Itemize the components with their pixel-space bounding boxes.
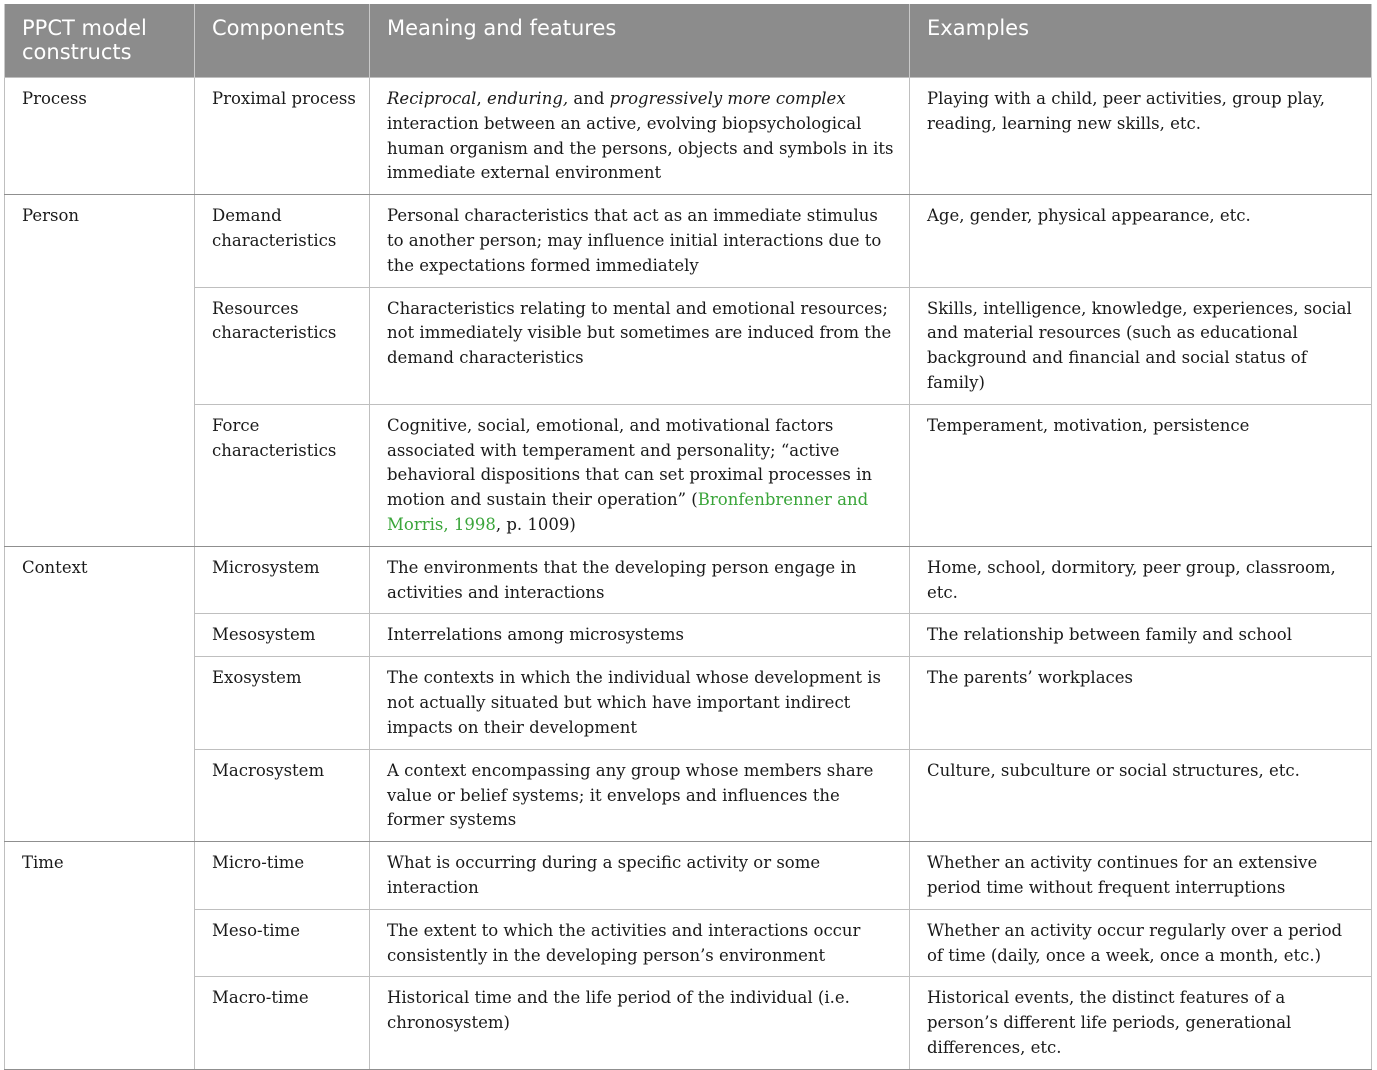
examples-cell: The parents’ workplaces bbox=[910, 657, 1372, 749]
citation-link[interactable]: Bronfenbrenner and Morris, 1998 bbox=[387, 490, 869, 534]
meaning-cell: Characteristics relating to mental and emotional resources; not immediately visible but sometimes are induced from the demand characteristics bbox=[370, 287, 910, 404]
examples-cell: Home, school, dormitory, peer group, classroom, etc. bbox=[910, 546, 1372, 614]
meaning-cell: The extent to which the activities and interactions occur consistently in the developing person’s environment bbox=[370, 909, 910, 977]
examples-cell: Historical events, the distinct features of a person’s different life periods, generational differences, etc. bbox=[910, 977, 1372, 1069]
examples-cell: Skills, intelligence, knowledge, experiences, social and material resources (such as educational background and financial and social status of family) bbox=[910, 287, 1372, 404]
meaning-cell: Interrelations among microsystems bbox=[370, 614, 910, 657]
meaning-cell: The environments that the developing person engage in activities and interactions bbox=[370, 546, 910, 614]
meaning-cell bbox=[370, 404, 910, 546]
construct-person: Person bbox=[5, 195, 195, 547]
meaning-cell: Historical time and the life period of the individual (i.e. chronosystem) bbox=[370, 977, 910, 1069]
examples-cell: Whether an activity continues for an extensive period time without frequent interruptions bbox=[910, 842, 1372, 910]
table-row bbox=[5, 78, 1372, 195]
header-constructs: PPCT model constructs bbox=[5, 4, 195, 78]
component-cell: Proximal process bbox=[195, 78, 370, 195]
meaning-emphasis: Reciprocal bbox=[387, 89, 477, 108]
meaning-text: interaction between an active, evolving biopsychological human organism and the persons, objects and symbols in its immediate external environment bbox=[387, 113, 894, 183]
meaning-cell bbox=[370, 78, 910, 195]
construct-context: Context bbox=[5, 546, 195, 841]
examples-cell: Age, gender, physical appearance, etc. bbox=[910, 195, 1372, 287]
table-row bbox=[5, 546, 1372, 614]
meaning-text: Cognitive, social, emotional, and motivational factors associated with temperament and personality; “active behavioral dispositions that can set proximal processes in motion and sustain their operation” ( bbox=[387, 415, 873, 510]
header-meaning: Meaning and features bbox=[370, 4, 910, 78]
component-cell: Force characteristics bbox=[195, 404, 370, 546]
table-row bbox=[5, 195, 1372, 287]
table-row bbox=[5, 614, 1372, 657]
examples-cell: Culture, subculture or social structures, etc. bbox=[910, 749, 1372, 841]
examples-cell: The relationship between family and school bbox=[910, 614, 1372, 657]
table-row bbox=[5, 749, 1372, 841]
examples-cell: Temperament, motivation, persistence bbox=[910, 404, 1372, 546]
table-row bbox=[5, 404, 1372, 546]
header-examples: Examples bbox=[910, 4, 1372, 78]
meaning-cell: Personal characteristics that act as an immediate stimulus to another person; may influence initial interactions due to the expectations formed immediately bbox=[370, 195, 910, 287]
component-cell: Mesosystem bbox=[195, 614, 370, 657]
table-row bbox=[5, 657, 1372, 749]
table-row bbox=[5, 977, 1372, 1069]
meaning-text: and bbox=[568, 89, 610, 108]
meaning-text: , bbox=[476, 89, 487, 108]
component-cell: Exosystem bbox=[195, 657, 370, 749]
meaning-cell: The contexts in which the individual whose development is not actually situated but which have important indirect impacts on their development bbox=[370, 657, 910, 749]
component-cell: Macro-time bbox=[195, 977, 370, 1069]
construct-process: Process bbox=[5, 78, 195, 195]
table-row bbox=[5, 287, 1372, 404]
examples-cell: Whether an activity occur regularly over a period of time (daily, once a week, once a month, etc.) bbox=[910, 909, 1372, 977]
table-row bbox=[5, 909, 1372, 977]
component-cell: Meso-time bbox=[195, 909, 370, 977]
meaning-text: , p. 1009) bbox=[495, 514, 576, 534]
ppct-table bbox=[4, 4, 1372, 1070]
meaning-cell: A context encompassing any group whose members share value or belief systems; it envelops and influences the former systems bbox=[370, 749, 910, 841]
component-cell: Resources characteristics bbox=[195, 287, 370, 404]
meaning-emphasis: progressively more complex bbox=[609, 89, 846, 108]
header-row bbox=[5, 4, 1372, 78]
header-components: Components bbox=[195, 4, 370, 78]
component-cell: Demand characteristics bbox=[195, 195, 370, 287]
component-cell: Macrosystem bbox=[195, 749, 370, 841]
meaning-emphasis: enduring, bbox=[486, 89, 569, 108]
examples-cell: Playing with a child, peer activities, group play, reading, learning new skills, etc. bbox=[910, 78, 1372, 195]
construct-time: Time bbox=[5, 842, 195, 1070]
meaning-cell: What is occurring during a specific activity or some interaction bbox=[370, 842, 910, 910]
table-row bbox=[5, 842, 1372, 910]
component-cell: Micro-time bbox=[195, 842, 370, 910]
component-cell: Microsystem bbox=[195, 546, 370, 614]
